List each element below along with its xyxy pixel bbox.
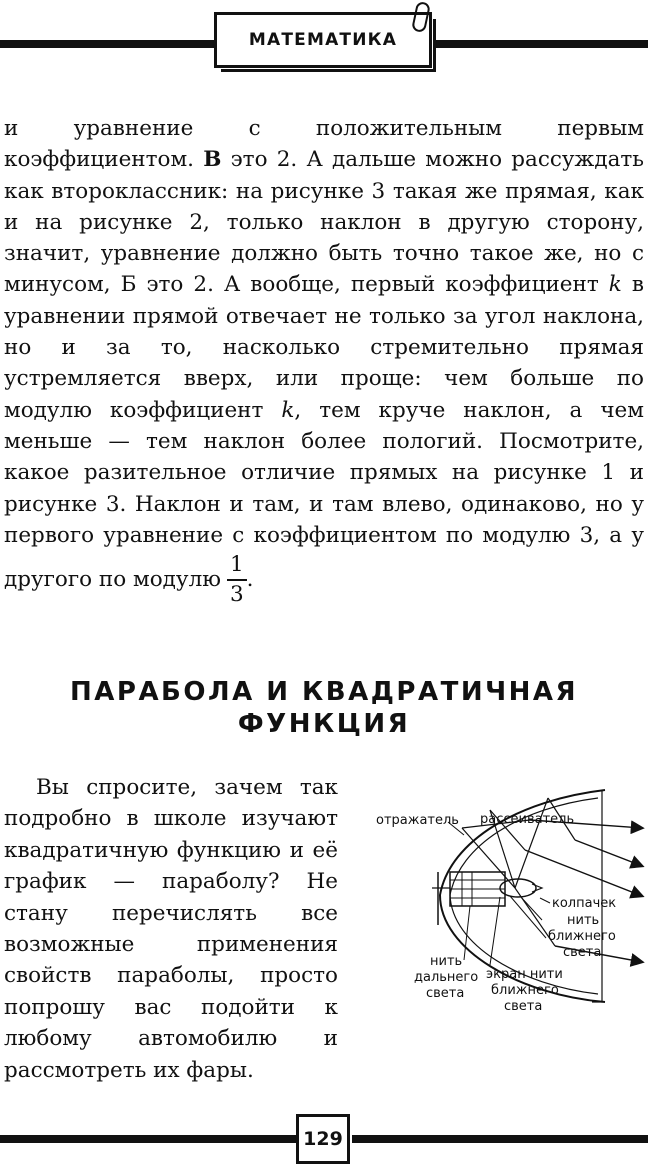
p1-text-2: это 2. А дальше можно рассуждать как второклассник: на рисунке 3 такая же прямая, как и на рисунке 2, только наклон в другую сторону, значит, уравнение должно быть точно такое же, но с минусом, Б это 2. А вообще, первый коэффициент <box>4 147 644 298</box>
label-reflector: отражатель <box>376 813 459 828</box>
ray-3 <box>525 850 642 896</box>
label-far-thread-2: дальнего <box>414 970 479 985</box>
page-number-box <box>296 1114 350 1164</box>
label-near-thread-1: нить <box>567 913 600 928</box>
label-near-thread-3: света <box>563 945 602 960</box>
ray-2 <box>575 840 642 866</box>
fraction-one-third <box>227 551 247 609</box>
p2-text: Вы спросите, зачем так подробно в школе изучают квадратичную функцию и её график — параболу? Не стану перечислять все возможные применения свойств параболы, просто попрошу вас подойти к любому автомобилю и рассмотреть их фары. <box>4 775 338 1083</box>
p1-text-1: и уравнение с положительным первым коэффициентом. <box>4 116 644 173</box>
fraction-denominator: 3 <box>229 582 244 608</box>
label-screen-3: света <box>504 999 543 1014</box>
section-heading <box>0 676 648 740</box>
body-paragraph-1 <box>4 113 644 609</box>
section-heading-line-2: ФУНКЦИЯ <box>237 709 411 739</box>
running-header-title: МАТЕМАТИКА <box>248 30 398 50</box>
fraction-numerator: 1 <box>227 551 247 581</box>
body-paragraph-2 <box>4 772 338 1086</box>
p1-text-4: , тем круче наклон, а чем меньше — тем наклон более пологий. Посмотрите, какое разительное отличие прямых на рисунке 1 и рисунке 3. Наклон и там, и там влево, одинаково, но у первого уравнение с коэффициентом по модулю 3, а у другого по модулю <box>4 397 644 593</box>
headlight-svg <box>370 780 648 1030</box>
p1-text-3: в уравнении прямой отвечает не только за угол наклона, но и за то, насколько стремительно прямая устремляется вверх, или проще: чем больше по модулю коэффициент <box>4 272 644 423</box>
label-far-thread-1: нить <box>430 954 463 969</box>
page-number: 129 <box>303 1128 343 1150</box>
header-label-box <box>214 12 432 68</box>
section-heading-line-1: ПАРАБОЛА И КВАДРАТИЧНАЯ <box>70 677 578 707</box>
label-far-thread-3: света <box>426 986 465 1001</box>
label-diffuser: рассеиватель <box>480 812 575 827</box>
label-near-thread-2: ближнего <box>548 929 616 944</box>
bulb-cap-shape <box>532 884 542 892</box>
label-screen-2: ближнего <box>491 983 559 998</box>
p1-variable-k-2: k <box>281 397 295 423</box>
headlight-diagram <box>370 780 648 1030</box>
header-rule-left <box>0 40 216 48</box>
header-rule-right <box>436 40 648 48</box>
label-screen-1: экран нити <box>486 967 563 982</box>
label-cap: колпачек <box>552 896 617 911</box>
p1-end-period: . <box>246 567 254 593</box>
footer-rule-left <box>0 1135 296 1143</box>
p1-variable-k-1: k <box>608 272 622 298</box>
p1-bold-letter: В <box>203 147 222 173</box>
footer-rule-right <box>352 1135 648 1143</box>
